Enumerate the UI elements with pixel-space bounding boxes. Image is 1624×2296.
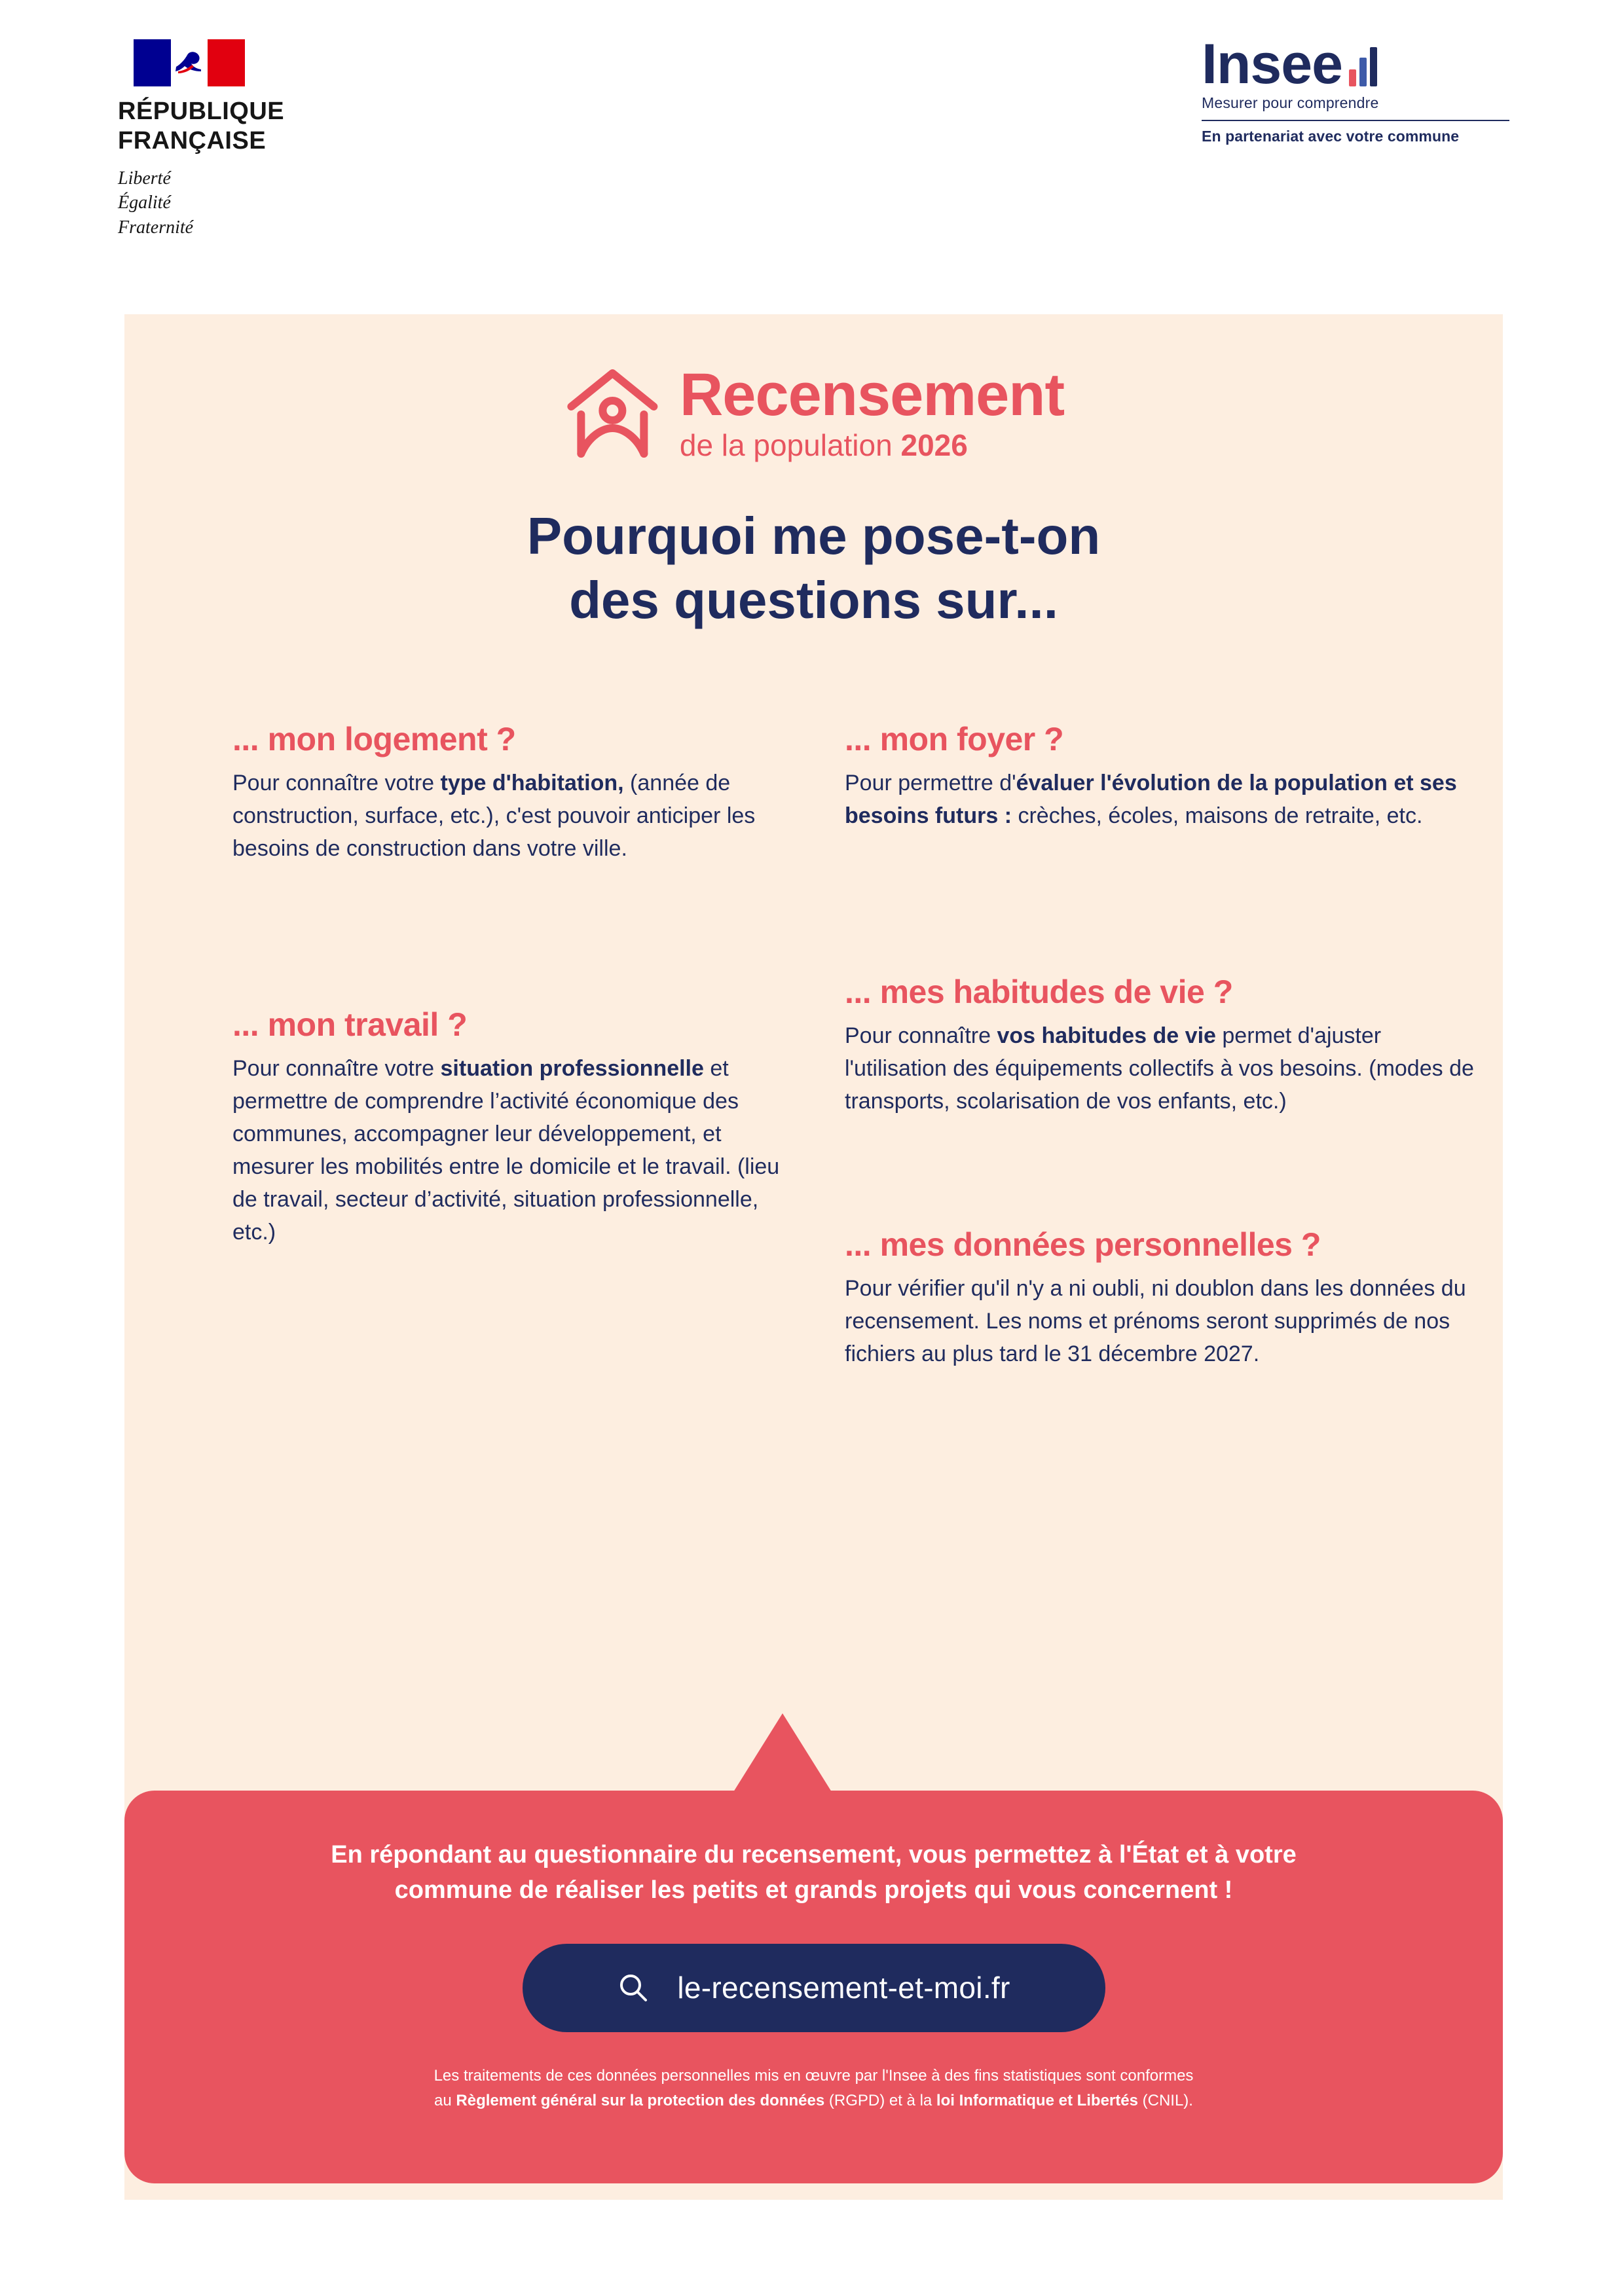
- legal-line-1: Les traitements de ces données personnelles mis en œuvre par l'Insee à des fins statistiques sont conformes: [434, 2066, 1194, 2085]
- block-logement: [232, 720, 802, 866]
- block-logement-lead: Pour connaître votre: [232, 771, 441, 795]
- block-donnees-heading: ... mes données personnelles ?: [845, 1226, 1321, 1263]
- insee-divider: [1202, 120, 1509, 121]
- right-column-spacer-2: [845, 1160, 1486, 1226]
- callout-message-line-1: En répondant au questionnaire du recensement, vous permettez à l'État et à votre: [331, 1841, 1297, 1868]
- block-logement-text: [232, 767, 802, 866]
- block-habitudes-strong: vos habitudes de vie: [997, 1023, 1216, 1048]
- block-habitudes-text: [845, 1020, 1486, 1118]
- house-person-icon: [563, 363, 661, 462]
- block-travail-strong: situation professionnelle: [440, 1055, 704, 1081]
- legal-line-2: [275, 2088, 1352, 2113]
- headline-line-2: des questions sur...: [569, 570, 1058, 629]
- block-travail-text: [232, 1053, 802, 1249]
- callout-message-line-2: commune de réaliser les petits et grands projets qui vous concernent !: [394, 1876, 1233, 1904]
- legal-line-2-part2: (RGPD) et à la: [824, 2092, 936, 2110]
- motto-liberte: Liberté: [118, 168, 171, 189]
- recensement-wordmark: [679, 361, 1065, 462]
- insee-name: Insee: [1202, 33, 1342, 96]
- marianne-flag-icon: [134, 39, 245, 86]
- block-habitudes-heading: ... mes habitudes de vie ?: [845, 973, 1233, 1010]
- recensement-year: 2026: [900, 428, 968, 462]
- block-logement-rest: (année de construction, surface, etc.), c'est pouvoir anticiper les besoins de construction dans votre ville.: [232, 771, 756, 861]
- legal-notice: [124, 2064, 1503, 2114]
- insee-bars-icon: [1349, 46, 1377, 92]
- headline-line-1: Pourquoi me pose-t-on: [526, 507, 1101, 565]
- block-habitudes: [845, 973, 1486, 1118]
- page-header: [0, 0, 1624, 308]
- block-donnees-text: Pour vérifier qu'il n'y a ni oubli, ni doublon dans les données du recensement. Les noms et prénoms seront supprimés de nos fichiers au plus tard le 31 décembre 2027.: [845, 1275, 1466, 1366]
- callout-arrow: [733, 1713, 832, 1792]
- republic-title-line2: FRANÇAISE: [118, 126, 267, 155]
- insee-logo: [1202, 33, 1509, 145]
- block-foyer: [845, 720, 1486, 833]
- right-column-spacer-1: [845, 875, 1486, 973]
- website-url: le-recensement-et-moi.fr: [677, 1971, 1010, 2005]
- block-foyer-heading: ... mon foyer ?: [845, 721, 1064, 757]
- block-foyer-text: [845, 767, 1486, 833]
- motto-egalite: Égalité: [118, 192, 171, 213]
- legal-cnil: loi Informatique et Libertés: [936, 2092, 1138, 2110]
- block-travail: [232, 1006, 802, 1249]
- flag-white-stripe: [171, 39, 208, 86]
- flag-red-stripe: [208, 39, 245, 86]
- flag-blue-stripe: [134, 39, 171, 86]
- block-logement-strong: type d'habitation,: [440, 771, 624, 795]
- insee-partner-text: En partenariat avec votre commune: [1202, 127, 1460, 145]
- block-foyer-rest: crèches, écoles, maisons de retraite, etc.: [1012, 803, 1423, 828]
- left-column: [232, 720, 802, 1291]
- block-donnees: [845, 1226, 1486, 1371]
- recensement-title: Recensement: [679, 361, 1065, 428]
- block-logement-heading: ... mon logement ?: [232, 721, 516, 757]
- block-travail-rest: et permettre de comprendre l’activité économique des communes, accompagner leur développement, et mesurer les mobilités entre le domicile et le travail. (lieu de travail, secteur d’activité, situation professionnelle, etc.): [232, 1055, 780, 1245]
- right-column: [845, 720, 1486, 1413]
- block-habitudes-lead: Pour connaître: [845, 1023, 997, 1048]
- page-title: [124, 504, 1503, 632]
- motto-fraternite: Fraternité: [118, 217, 194, 238]
- callout-banner: [124, 1791, 1503, 2183]
- website-link-button[interactable]: [523, 1944, 1105, 2032]
- recensement-subtitle-text: de la population: [679, 428, 901, 462]
- block-habitudes-rest: permet d'ajuster l'utilisation des équipements collectifs à vos besoins. (modes de transports, scolarisation de vos enfants, etc.): [845, 1023, 1474, 1114]
- republic-motto: [118, 166, 399, 240]
- legal-line-2-part1: au: [434, 2092, 456, 2110]
- legal-line-2-part3: (CNIL).: [1137, 2092, 1193, 2110]
- callout-message: [124, 1791, 1503, 1908]
- republic-title: [118, 97, 399, 156]
- republic-title-line1: RÉPUBLIQUE: [118, 98, 285, 125]
- block-foyer-strong: évaluer l'évolution de la population et ses besoins futurs :: [845, 771, 1457, 828]
- republique-francaise-logo: [118, 39, 399, 240]
- block-foyer-lead: Pour permettre d': [845, 771, 1016, 795]
- recensement-logo: [563, 363, 1064, 462]
- marianne-profile-icon: [174, 50, 204, 76]
- recensement-subtitle: [680, 430, 1064, 460]
- legal-rgpd: Règlement général sur la protection des données: [456, 2092, 825, 2110]
- block-travail-heading: ... mon travail ?: [232, 1006, 468, 1043]
- insee-tagline: Mesurer pour comprendre: [1202, 94, 1379, 111]
- search-icon: [617, 1971, 650, 2004]
- left-column-spacer: [232, 907, 802, 1006]
- insee-wordmark: [1202, 33, 1509, 96]
- block-travail-lead: Pour connaître votre: [232, 1055, 441, 1081]
